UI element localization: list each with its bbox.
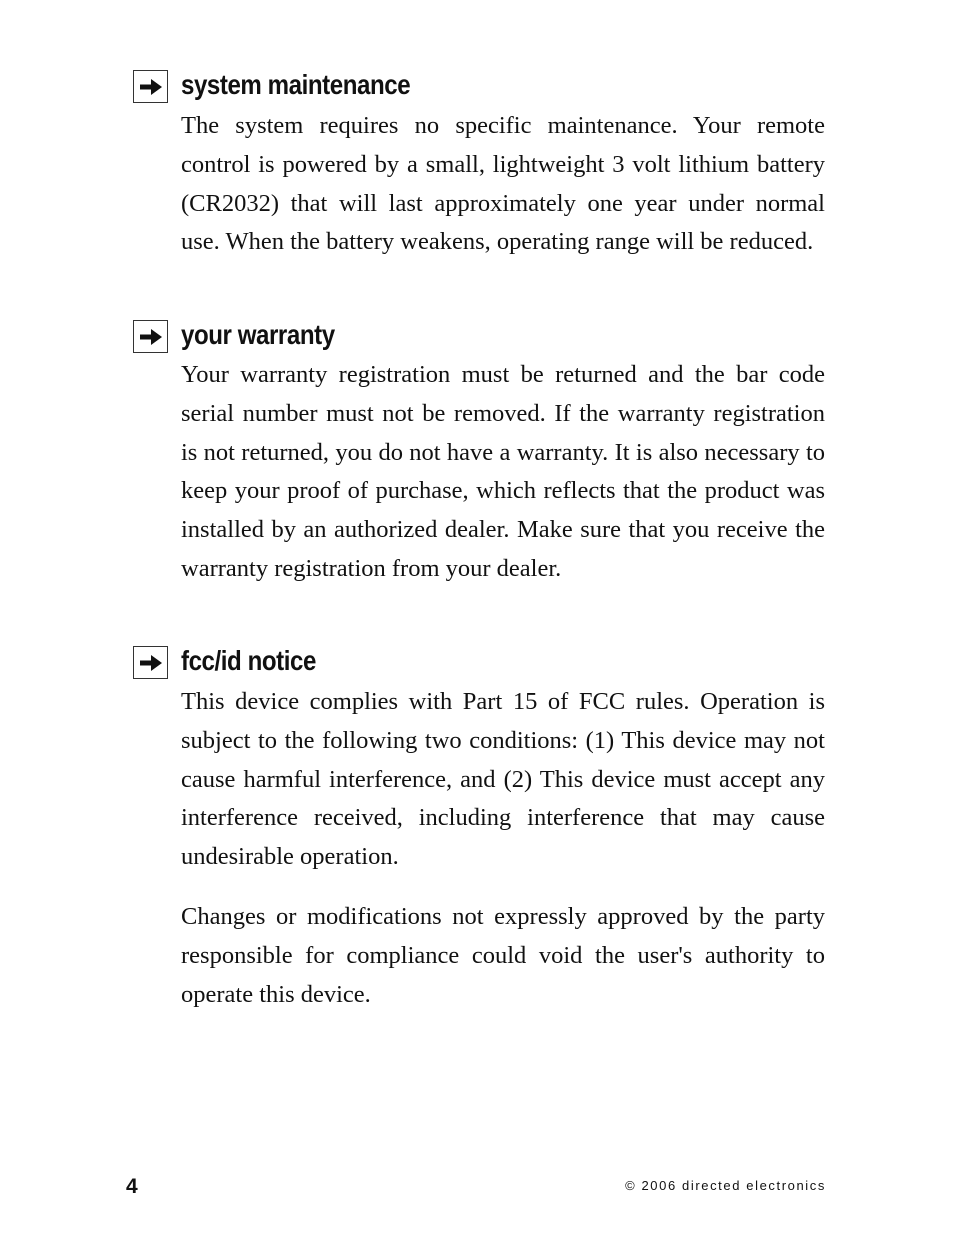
section-paragraph: This device complies with Part 15 of FCC rules. Operation is subject to the following two conditions: (1) This device may not cause harmful interference, and (2) This device must accept any interference received, including interference that may cause undesirable operation. [181, 688, 825, 871]
copyright-notice: © 2006 directed electronics [625, 1178, 826, 1193]
arrow-right-icon [133, 646, 168, 679]
section-paragraph: Your warranty registration must be returned and the bar code serial number must not be removed. If the warranty registration is not returned, you do not have a warranty. It is also necessary to keep your proof of purchase, which reflects that the product was installed by an authorized dealer. Make sure that you receive the warranty registration from your dealer. [181, 361, 825, 582]
section-heading: your warranty [181, 319, 335, 350]
arrow-right-icon [133, 70, 168, 103]
page-number: 4 [126, 1175, 138, 1198]
arrow-right-icon [133, 320, 168, 353]
section-heading: system maintenance [181, 69, 411, 100]
section-paragraph: Changes or modifications not expressly approved by the party responsible for compliance could void the user's authority to operate this device. [181, 903, 825, 1008]
section-paragraph: The system requires no specific maintenance. Your remote control is powered by a small, lightweight 3 volt lithium battery (CR2032) that will last approximately one year under normal use. When the battery weakens, operating range will be reduced. [181, 112, 825, 256]
section-heading: fcc/id notice [181, 645, 316, 676]
